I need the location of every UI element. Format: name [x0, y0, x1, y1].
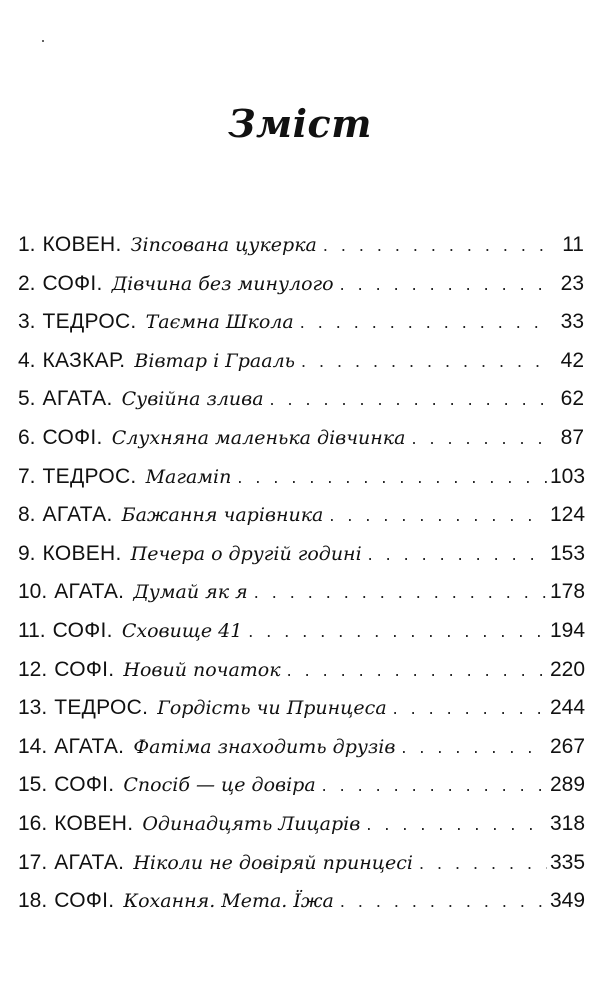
chapter-number: 15. [18, 773, 48, 797]
dot-leader [323, 230, 547, 260]
chapter-narrator: АГАТА. [54, 580, 125, 604]
page-number: 267 [550, 734, 586, 758]
chapter-narrator: СОФІ. [54, 773, 115, 797]
toc-entry [18, 539, 584, 578]
chapter-narrator: СОФІ. [54, 657, 115, 681]
toc-entry [18, 848, 584, 887]
chapter-title: Новий початок [123, 658, 281, 681]
chapter-narrator: АГАТА. [42, 387, 113, 411]
chapter-title: Думай як я [133, 581, 248, 604]
toc-entry [18, 732, 584, 771]
chapter-number: 9. [18, 541, 36, 565]
chapter-narrator: ТЕДРОС. [42, 464, 137, 488]
chapter-narrator: КОВЕН. [54, 811, 134, 835]
chapter-narrator: КОВЕН. [42, 541, 122, 565]
page-number: 220 [550, 657, 586, 681]
chapter-title: Одинадцять Лицарів [142, 812, 361, 835]
dot-leader [270, 384, 547, 414]
chapter-narrator: АГАТА. [54, 850, 125, 874]
toc-entry [18, 616, 584, 655]
chapter-narrator: АГАТА. [54, 734, 125, 758]
chapter-title: Слухняна маленька дівчинка [111, 426, 406, 449]
chapter-title: Дівчина без минулого [111, 272, 334, 295]
toc-entry [18, 809, 584, 848]
toc-entry [18, 384, 584, 423]
chapter-number: 3. [18, 310, 36, 334]
chapter-title: Магаміп [145, 465, 232, 488]
dot-leader [237, 462, 547, 492]
chapter-number: 7. [18, 464, 36, 488]
toc-entry [18, 269, 584, 308]
chapter-number: 18. [18, 889, 48, 913]
chapter-number: 12. [18, 657, 48, 681]
toc-entry [18, 307, 584, 346]
chapter-title: Сувійна злива [121, 388, 264, 411]
page-number: 62 [560, 387, 584, 411]
dot-leader [287, 655, 547, 685]
print-speck [42, 40, 44, 42]
dot-leader [301, 346, 547, 376]
chapter-number: 8. [18, 503, 36, 527]
dot-leader [366, 809, 547, 839]
dot-leader [368, 539, 547, 569]
chapter-title: Гордість чи Принцеса [157, 697, 387, 720]
page-number: 194 [550, 618, 586, 642]
toc-entry [18, 230, 584, 269]
page-number: 289 [550, 773, 586, 797]
chapter-number: 17. [18, 850, 48, 874]
chapter-narrator: СОФІ. [42, 271, 103, 295]
page-number: 124 [550, 503, 586, 527]
page-number: 33 [560, 310, 584, 334]
chapter-title: Вівтар і Грааль [134, 349, 296, 372]
chapter-narrator: СОФІ. [54, 889, 115, 913]
toc-entry [18, 770, 584, 809]
chapter-number: 13. [18, 696, 48, 720]
chapter-number: 1. [18, 233, 36, 256]
toc-entry [18, 423, 584, 462]
toc-entry [18, 886, 584, 925]
chapter-title: Кохання. Мета. Їжа [123, 890, 334, 913]
chapter-narrator: АГАТА. [42, 503, 113, 527]
dot-leader [393, 693, 547, 723]
chapter-title: Ніколи не довіряй принцесі [133, 851, 413, 874]
page-number: 87 [560, 425, 584, 449]
toc-entry [18, 693, 584, 732]
chapter-narrator: ТЕДРОС. [54, 696, 149, 720]
page-number: 349 [550, 889, 586, 913]
chapter-title: Печера о другій годині [130, 542, 362, 565]
chapter-title: Таємна Школа [145, 311, 294, 334]
page-title: Зміст [228, 101, 372, 147]
page-number: 335 [550, 850, 586, 874]
dot-leader [401, 732, 547, 762]
chapter-narrator: ТЕДРОС. [42, 310, 137, 334]
page-number: 23 [560, 271, 584, 295]
chapter-title: Зіпсована цукерка [130, 234, 317, 256]
dot-leader [248, 616, 547, 646]
page-number: 318 [550, 811, 586, 835]
chapter-number: 5. [18, 387, 36, 411]
chapter-number: 6. [18, 425, 36, 449]
chapter-title: Фатіма знаходить друзів [133, 735, 396, 758]
dot-leader [254, 577, 547, 607]
toc-entry [18, 577, 584, 616]
dot-leader [411, 423, 547, 453]
page-number: 11 [562, 233, 584, 256]
dot-leader [340, 886, 547, 916]
chapter-number: 4. [18, 348, 36, 372]
page-number: 103 [550, 464, 586, 488]
chapter-narrator: КОВЕН. [42, 233, 122, 256]
dot-leader [419, 848, 547, 878]
page-number: 178 [550, 580, 586, 604]
chapter-number: 2. [18, 271, 36, 295]
dot-leader [340, 269, 547, 299]
page-number: 153 [550, 541, 586, 565]
table-of-contents [18, 230, 584, 925]
toc-entry [18, 655, 584, 694]
chapter-number: 10. [18, 580, 48, 604]
dot-leader [329, 500, 547, 530]
chapter-title: Спосіб — це довіра [123, 774, 316, 797]
toc-entry [18, 500, 584, 539]
chapter-narrator: СОФІ. [42, 425, 103, 449]
page-number: 42 [560, 348, 584, 372]
chapter-title: Бажання чарівника [121, 504, 324, 527]
chapter-title: Сховище 41 [121, 619, 243, 642]
page-number: 244 [550, 696, 586, 720]
dot-leader [322, 770, 547, 800]
dot-leader [300, 307, 547, 337]
chapter-number: 14. [18, 734, 48, 758]
chapter-number: 11. [18, 618, 46, 642]
toc-entry [18, 346, 584, 385]
chapter-narrator: КАЗКАР. [42, 348, 126, 372]
toc-entry [18, 462, 584, 501]
chapter-narrator: СОФІ. [52, 618, 113, 642]
chapter-number: 16. [18, 811, 48, 835]
